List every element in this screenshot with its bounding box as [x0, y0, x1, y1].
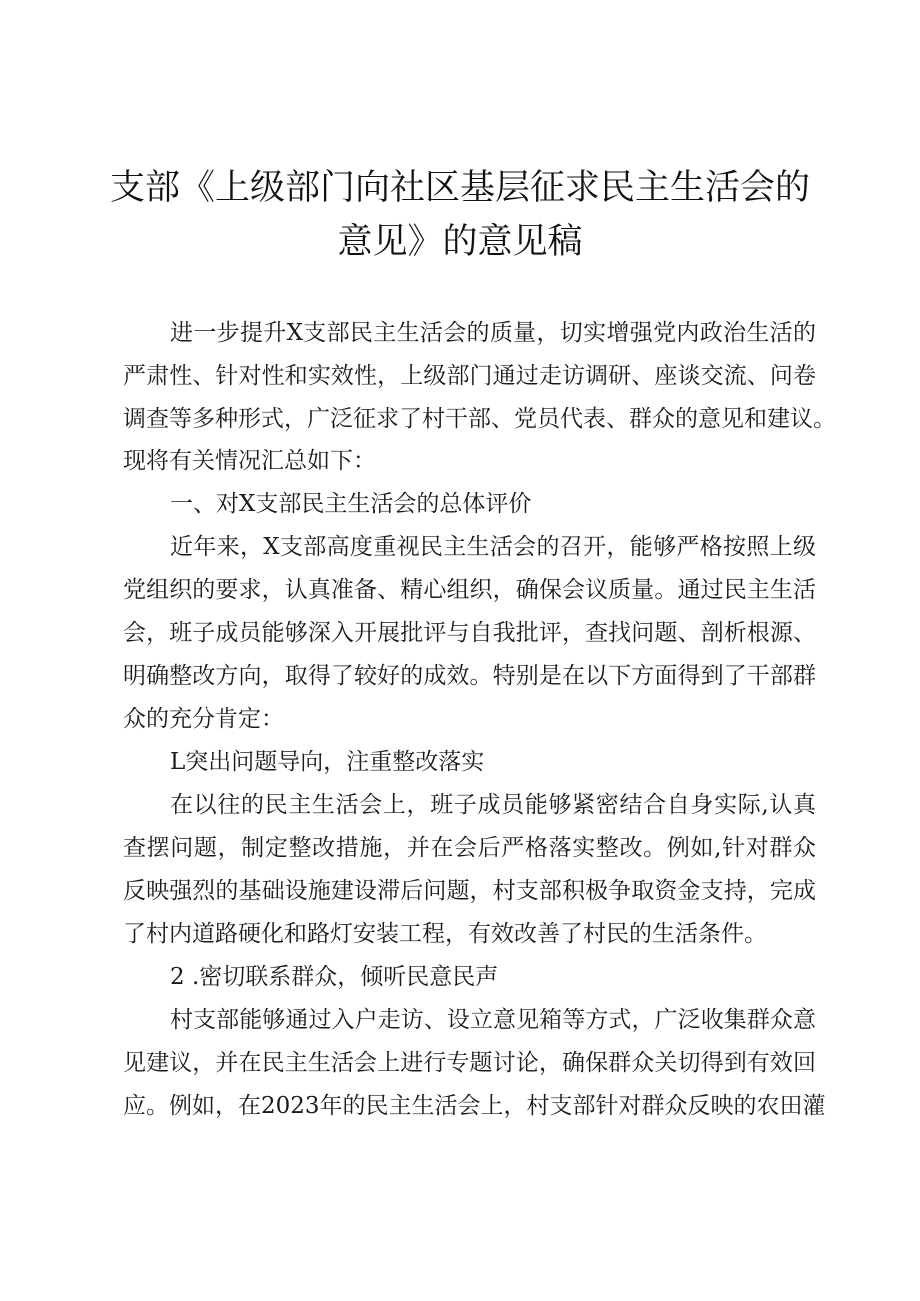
paragraph-line: 应。例如，在2023年的民主生活会上，村支部针对群众反映的农田灌	[123, 1093, 826, 1119]
paragraph-line: 明确整改方向，取得了较好的成效。特别是在以下方面得到了干部群	[123, 663, 816, 689]
paragraph-line: 众的充分肯定：	[123, 706, 284, 732]
paragraph-line: 近年来，X支部高度重视民主生活会的召开，能够严格按照上级	[170, 534, 816, 560]
paragraph-line: 查摆问题，制定整改措施，并在会后严格落实整改。例如,针对群众	[123, 835, 816, 861]
paragraph-line: 会，班子成员能够深入开展批评与自我批评，查找问题、剖析根源、	[123, 620, 816, 646]
subsection-heading: 2 .密切联系群众，倾听民意民声	[170, 964, 499, 990]
paragraph-line: 在以往的民主生活会上，班子成员能够紧密结合自身实际,认真	[170, 792, 816, 818]
section-heading: 一、对X支部民主生活会的总体评价	[170, 491, 532, 517]
paragraph-line: 了村内道路硬化和路灯安装工程，有效改善了村民的生活条件。	[123, 921, 767, 947]
paragraph-line: 进一步提升X支部民主生活会的质量，切实增强党内政治生活的	[170, 320, 816, 346]
subsection-heading: L突出问题导向，注重整改落实	[170, 749, 485, 775]
paragraph-line: 反映强烈的基础设施建设滞后问题，村支部积极争取资金支持，完成	[123, 878, 816, 904]
paragraph-line: 党组织的要求，认真准备、精心组织，确保会议质量。通过民主生活	[123, 577, 816, 603]
paragraph-line: 见建议，并在民主生活会上进行专题讨论，确保群众关切得到有效回	[123, 1050, 816, 1076]
paragraph-line: 调查等多种形式，广泛征求了村干部、党员代表、群众的意见和建议。	[123, 406, 836, 432]
paragraph-line: 现将有关情况汇总如下：	[123, 448, 376, 474]
document-title-line-2: 意见》的意见稿	[337, 222, 583, 262]
document-title-line-1: 支部《上级部门向社区基层征求民主生活会的	[109, 168, 810, 208]
paragraph-line: 村支部能够通过入户走访、设立意见箱等方式，广泛收集群众意	[170, 1007, 816, 1033]
paragraph-line: 严肃性、针对性和实效性，上级部门通过走访调研、座谈交流、问卷	[123, 363, 816, 389]
